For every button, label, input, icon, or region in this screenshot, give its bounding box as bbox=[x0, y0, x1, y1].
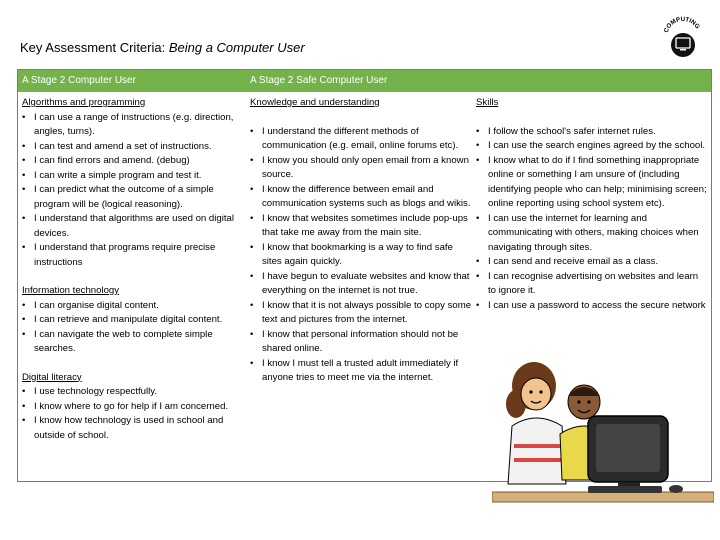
list-item: • I can predict what the outcome of a simple program will be (logical reasoning). bbox=[22, 183, 248, 212]
list-item: • I know I must tell a trusted adult immediately if anyone tries to meet me via the internet. bbox=[250, 357, 474, 386]
list-item: • I can use the internet for learning and communicating with others, making choices when navigating through sites. bbox=[476, 212, 708, 256]
list-item: • I know you should only open email from a known source. bbox=[250, 154, 474, 183]
children-computer-illustration bbox=[492, 356, 714, 530]
information-technology-heading: Information technology bbox=[22, 285, 120, 296]
header-computer-user: A Stage 2 Computer User bbox=[22, 75, 136, 86]
list-item: • I know where to go for help if I am concerned. bbox=[22, 400, 248, 415]
skills-list bbox=[476, 125, 708, 314]
table-header bbox=[18, 70, 711, 92]
page-title bbox=[20, 40, 305, 55]
skills-heading: Skills bbox=[476, 97, 499, 108]
computing-logo-icon bbox=[660, 14, 706, 60]
list-item: • I can send and receive email as a class. bbox=[476, 255, 708, 270]
list-item: • I can use the search engines agreed by the school. bbox=[476, 139, 708, 154]
list-item: • I know how technology is used in school and outside of school. bbox=[22, 414, 248, 443]
list-item: • I follow the school's safer internet rules. bbox=[476, 125, 708, 140]
list-item: • I know that personal information should not be shared online. bbox=[250, 328, 474, 357]
list-item: • I understand that algorithms are used on digital devices. bbox=[22, 212, 248, 241]
list-item: • I can find errors and amend. (debug) bbox=[22, 154, 248, 169]
list-item: • I can navigate the web to complete simple searches. bbox=[22, 328, 248, 357]
knowledge-heading: Knowledge and understanding bbox=[250, 97, 380, 108]
knowledge-list bbox=[250, 125, 474, 386]
algorithms-list bbox=[22, 111, 248, 271]
list-item: • I know that bookmarking is a way to find safe sites again quickly. bbox=[250, 241, 474, 270]
list-item: • I can use a password to access the secure network bbox=[476, 299, 708, 314]
column-safe-computer-user bbox=[250, 96, 474, 386]
column-computer-user bbox=[22, 96, 248, 443]
information-technology-list bbox=[22, 299, 248, 357]
header-safe-computer-user: A Stage 2 Safe Computer User bbox=[250, 75, 388, 86]
digital-literacy-list bbox=[22, 385, 248, 443]
list-item: • I can test and amend a set of instructions. bbox=[22, 140, 248, 155]
logo-text: COMPUTING bbox=[662, 15, 702, 34]
column-skills bbox=[476, 96, 708, 313]
list-item: • I can use a range of instructions (e.g. direction, angles, turns). bbox=[22, 111, 248, 140]
svg-text:COMPUTING bbox=[663, 16, 701, 34]
list-item: • I can write a simple program and test it. bbox=[22, 169, 248, 184]
page-title-italic: Being a Computer User bbox=[168, 40, 305, 55]
list-item: • I can organise digital content. bbox=[22, 299, 248, 314]
list-item: • I understand the different methods of communication (e.g. email, online forums etc). bbox=[250, 125, 474, 154]
algorithms-heading: Algorithms and programming bbox=[22, 97, 146, 108]
page-title-main: Key Assessment Criteria: bbox=[20, 40, 169, 55]
list-item: • I know that it is not always possible to copy some text and pictures from the internet. bbox=[250, 299, 474, 328]
list-item: • I have begun to evaluate websites and know that everything on the internet is not true. bbox=[250, 270, 474, 299]
list-item: • I know the difference between email and communication systems such as blogs and wikis. bbox=[250, 183, 474, 212]
list-item: • I use technology respectfully. bbox=[22, 385, 248, 400]
digital-literacy-heading: Digital literacy bbox=[22, 371, 82, 383]
list-item: • I know what to do if I find something inappropriate online or something I am unsure of (including identifying people who can help; minimising screen; online reporting using school system etc). bbox=[476, 154, 708, 212]
list-item: • I know that websites sometimes include pop-ups that take me away from the main site. bbox=[250, 212, 474, 241]
list-item: • I understand that programs require precise instructions bbox=[22, 241, 248, 270]
list-item: • I can retrieve and manipulate digital content. bbox=[22, 313, 248, 328]
list-item: • I can recognise advertising on websites and learn to ignore it. bbox=[476, 270, 708, 299]
